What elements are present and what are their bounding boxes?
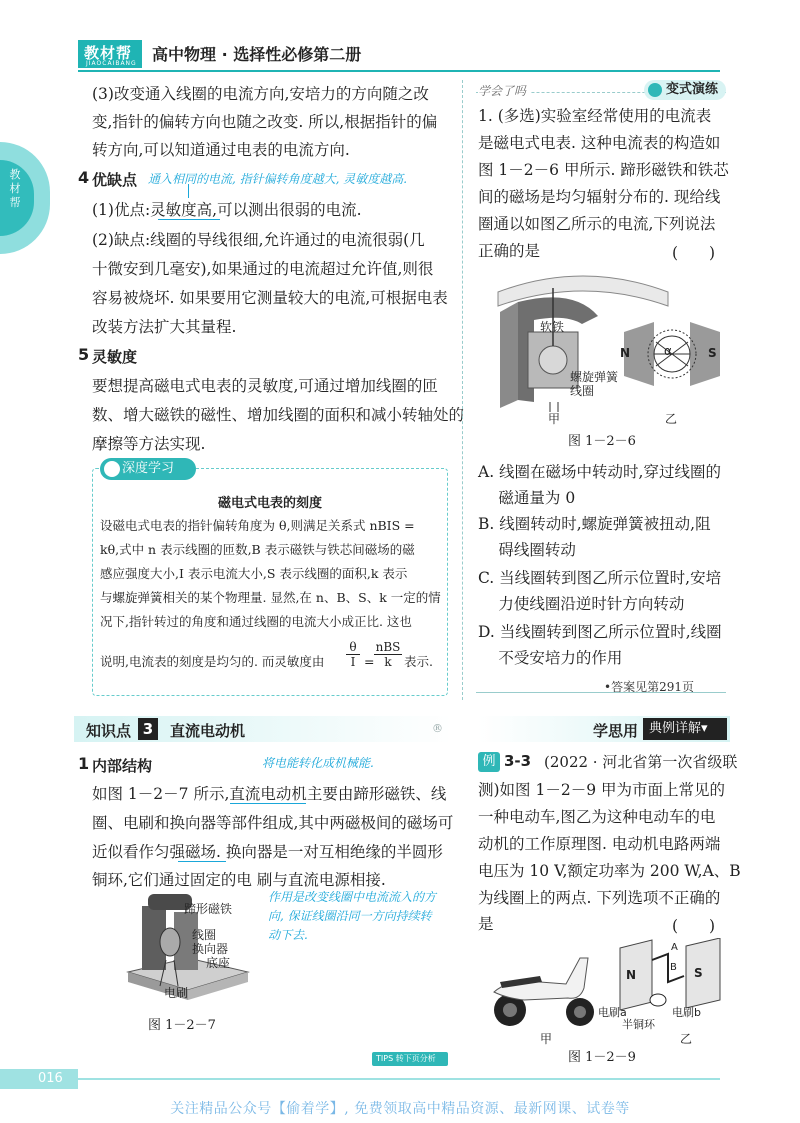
page-number: 016	[38, 1071, 63, 1086]
variant-tag	[644, 80, 726, 100]
side-tab-label: 教材帮	[9, 168, 21, 209]
example-number: 3-3	[504, 752, 532, 770]
text-line: 要想提高磁电式电表的灵敏度,可通过增加线圈的匝	[92, 377, 438, 395]
handwritten-note: 通入相同的电流, 指针偏转角度越大, 灵敏度越高.	[148, 172, 408, 186]
label-s: S	[708, 346, 717, 360]
handwritten-note: 将电能转化成机械能.	[262, 756, 374, 770]
option-line: 力使线圈沿逆时针方向转动	[478, 595, 685, 613]
answer-reference: •答案见第291页	[604, 680, 694, 694]
fraction-numerator: θ	[346, 640, 360, 655]
text-line: 铜环,它们通过固定的电 刷与直流电源相接.	[92, 871, 386, 889]
option-line: 碍线圈转动	[478, 541, 576, 559]
option-line: B. 线圈转动时,螺旋弹簧被扭动,阻	[478, 515, 711, 533]
underline-mark	[230, 803, 306, 804]
half-ring	[650, 994, 666, 1006]
example-line: 为线圈上的两点. 下列选项不正确的	[478, 889, 721, 907]
column-divider	[462, 80, 463, 700]
figure-caption: 图 1－2－7	[148, 1018, 216, 1033]
brand-logo	[78, 40, 142, 68]
brand-logo-text: 教材帮	[84, 44, 133, 62]
text-line: 如图 1－2－7 所示,直流电动机主要由蹄形磁铁、线	[92, 785, 447, 803]
handwritten-note: 向, 保证线圈沿同一方向持续转	[268, 909, 432, 923]
figure-1-2-9	[480, 938, 726, 1040]
option-line: A. 线圈在磁场中转动时,穿过线圈的	[478, 463, 721, 481]
text-line: (2)缺点:线圈的导线很细,允许通过的电流很弱(几	[92, 231, 425, 249]
section-title: 优缺点	[92, 171, 138, 189]
label-half-ring: 半铜环	[622, 1018, 655, 1031]
section-number: 4	[78, 168, 90, 187]
fraction-nbs-over-k	[374, 640, 402, 669]
text-line: 变,指针的偏转方向也随之改变. 所以,根据指针的偏	[92, 113, 438, 131]
learn-label: 学会了吗	[478, 82, 530, 99]
equals-sign: =	[364, 654, 375, 669]
text-line: (1)优点:灵敏度高,可以测出很弱的电流.	[92, 201, 362, 219]
section-title: 灵敏度	[92, 348, 138, 366]
underline-mark	[158, 219, 220, 220]
label-brush: 电刷	[164, 986, 189, 1000]
example-tag: 例	[478, 752, 500, 772]
knowledge-number: 3	[138, 718, 158, 740]
question-line: 圈通以如图乙所示的电流,下列说法	[478, 215, 716, 233]
text-line: 容易被烧坏. 如果要用它测量较大的电流,可根据电表	[92, 289, 448, 307]
footer-divider	[78, 1078, 720, 1080]
label-s: S	[694, 966, 703, 980]
arrow-icon	[188, 184, 189, 198]
label-commutator: 换向器	[192, 942, 229, 956]
question-line: 图 1－2－6 甲所示. 蹄形磁铁和铁芯	[478, 161, 729, 179]
label-n: N	[626, 968, 637, 982]
iron-core	[539, 346, 567, 374]
xsy-label: 学思用	[593, 722, 639, 740]
label-brush-b: 电刷b	[672, 1006, 701, 1019]
deep-text-line: 况下,指针转过的角度和通过线圈的电流大小成正比. 这也	[100, 614, 412, 629]
scooter-front-hub	[574, 1006, 586, 1018]
label-yi: 乙	[665, 412, 678, 426]
label-alpha: α	[664, 344, 672, 358]
example-line: (2022 · 河北省第一次省级联	[544, 753, 738, 771]
figure-caption: 图 1－2－6	[568, 434, 636, 449]
deep-text-line: 感应强度大小,I 表示电流大小,S 表示线圈的面积,k 表示	[100, 566, 408, 581]
example-line: 是	[478, 915, 494, 933]
example-line: 测)如图 1－2－9 甲为市面上常见的	[478, 781, 725, 799]
bulb-icon	[104, 461, 120, 477]
question-line: 是磁电式电表. 这种电流表的构造如	[478, 134, 721, 152]
label-jia: 甲	[540, 1032, 553, 1046]
label-a: A	[671, 942, 678, 953]
question-line: 正确的是	[478, 242, 541, 260]
text-line: 数、增大磁铁的磁性、增加线圈的面积和减小转轴处的	[92, 406, 465, 424]
loop-wire	[652, 954, 684, 982]
xsy-tag: 典例详解▾	[643, 718, 727, 740]
deep-study-tag	[100, 458, 196, 480]
magnet-s	[686, 938, 720, 1008]
text-line: 摩擦等方法实现.	[92, 435, 206, 453]
label-base: 底座	[206, 956, 231, 970]
section-number: 1	[78, 754, 90, 773]
option-line: 不受安培力的作用	[478, 649, 623, 667]
label-coil: 线圈	[192, 928, 217, 942]
variant-tag-label: 变式演练	[666, 82, 719, 97]
question-line: 1. (多选)实验室经常使用的电流表	[478, 107, 712, 125]
label-n: N	[620, 346, 631, 360]
deep-text-tail: 表示.	[404, 654, 433, 669]
text-line: 圈、电刷和换向器等部件组成,其中两磁极间的磁场可	[92, 814, 454, 832]
tips-badge: TIPS 转下页分析	[372, 1052, 448, 1066]
handwritten-note: 作用是改变线圈中电流流入的方	[268, 890, 437, 904]
brand-logo-sub: JIAOCAIBANG	[86, 60, 137, 67]
section-number: 5	[78, 345, 90, 364]
label-yi: 乙	[680, 1032, 693, 1046]
label-coil: 线圈	[570, 384, 595, 398]
text-line: 近似看作匀强磁场. 换向器是一对互相绝缘的半圆形	[92, 843, 443, 861]
example-line: 一种电动车,图乙为这种电动车的电	[478, 808, 716, 826]
deep-text-line: 说明,电流表的刻度是均匀的. 而灵敏度由	[100, 654, 325, 669]
label-spring: 螺旋弹簧	[570, 370, 619, 384]
knowledge-label: 知识点	[86, 722, 132, 740]
deep-text-line: kθ,式中 n 表示线圈的匝数,B 表示磁铁与铁芯间磁场的磁	[100, 542, 415, 557]
example-line: 动机的工作原理图. 电动机电路两端	[478, 835, 721, 853]
deep-text-line: 与螺旋弹簧相关的某个物理量. 显然,在 n、B、S、k 一定的情	[100, 590, 441, 605]
option-line: D. 当线圈转到图乙所示位置时,线圈	[478, 623, 722, 641]
magnet-left	[500, 302, 518, 408]
example-line: 电压为 10 V,额定功率为 200 W,A、B	[478, 862, 741, 880]
deep-text-line: 设磁电式电表的指针偏转角度为 θ,则满足关系式 nBIS =	[100, 518, 415, 533]
fraction-denominator: k	[384, 655, 392, 669]
answer-bracket: ( )	[672, 244, 716, 262]
question-line: 间的磁场是均匀辐射分布的. 现给线	[478, 188, 721, 206]
motor-coil	[160, 928, 180, 956]
label-jia: 甲	[548, 412, 561, 426]
label-b: B	[670, 962, 677, 973]
text-line: (3)改变通入线圈的电流方向,安培力的方向随之改	[92, 85, 429, 103]
underline-mark	[178, 861, 226, 862]
header-divider	[78, 70, 720, 72]
deep-study-title: 磁电式电表的刻度	[217, 496, 322, 511]
option-line: C. 当线圈转到图乙所示位置时,安培	[478, 569, 722, 587]
text-line: 改装方法扩大其量程.	[92, 318, 237, 336]
book-title: 高中物理 · 选择性必修第二册	[152, 45, 362, 64]
answer-bracket: ( )	[672, 917, 716, 935]
label-soft-iron: 软铁	[540, 320, 565, 334]
watermark-text: 关注精品公众号【偷着学】, 免费领取高中精品资源、最新网课、试卷等	[170, 1101, 630, 1117]
section-title: 内部结构	[92, 757, 153, 775]
figure-1-2-6	[478, 262, 728, 428]
scooter-rear-hub	[503, 1003, 517, 1017]
deep-study-tag-label: 深度学习	[122, 461, 175, 476]
handwritten-note: 动下去.	[268, 928, 308, 942]
answer-line	[476, 692, 726, 693]
text-line: 转方向,可以知道通过电表的电流方向.	[92, 141, 350, 159]
text-line: 十微安到几毫安),如果通过的电流超过允许值,则很	[92, 260, 434, 278]
figure-caption: 图 1－2－9	[568, 1050, 636, 1065]
registered-mark: ®	[432, 722, 443, 735]
label-magnet: 蹄形磁铁	[184, 902, 233, 916]
fraction-denominator: I	[350, 655, 356, 669]
fraction-numerator: nBS	[375, 640, 401, 654]
label-brush-a: 电刷a	[598, 1006, 627, 1019]
knowledge-title: 直流电动机	[170, 722, 246, 740]
check-icon	[648, 83, 662, 97]
fraction-theta-over-i	[346, 640, 360, 669]
option-line: 磁通量为 0	[478, 489, 576, 507]
